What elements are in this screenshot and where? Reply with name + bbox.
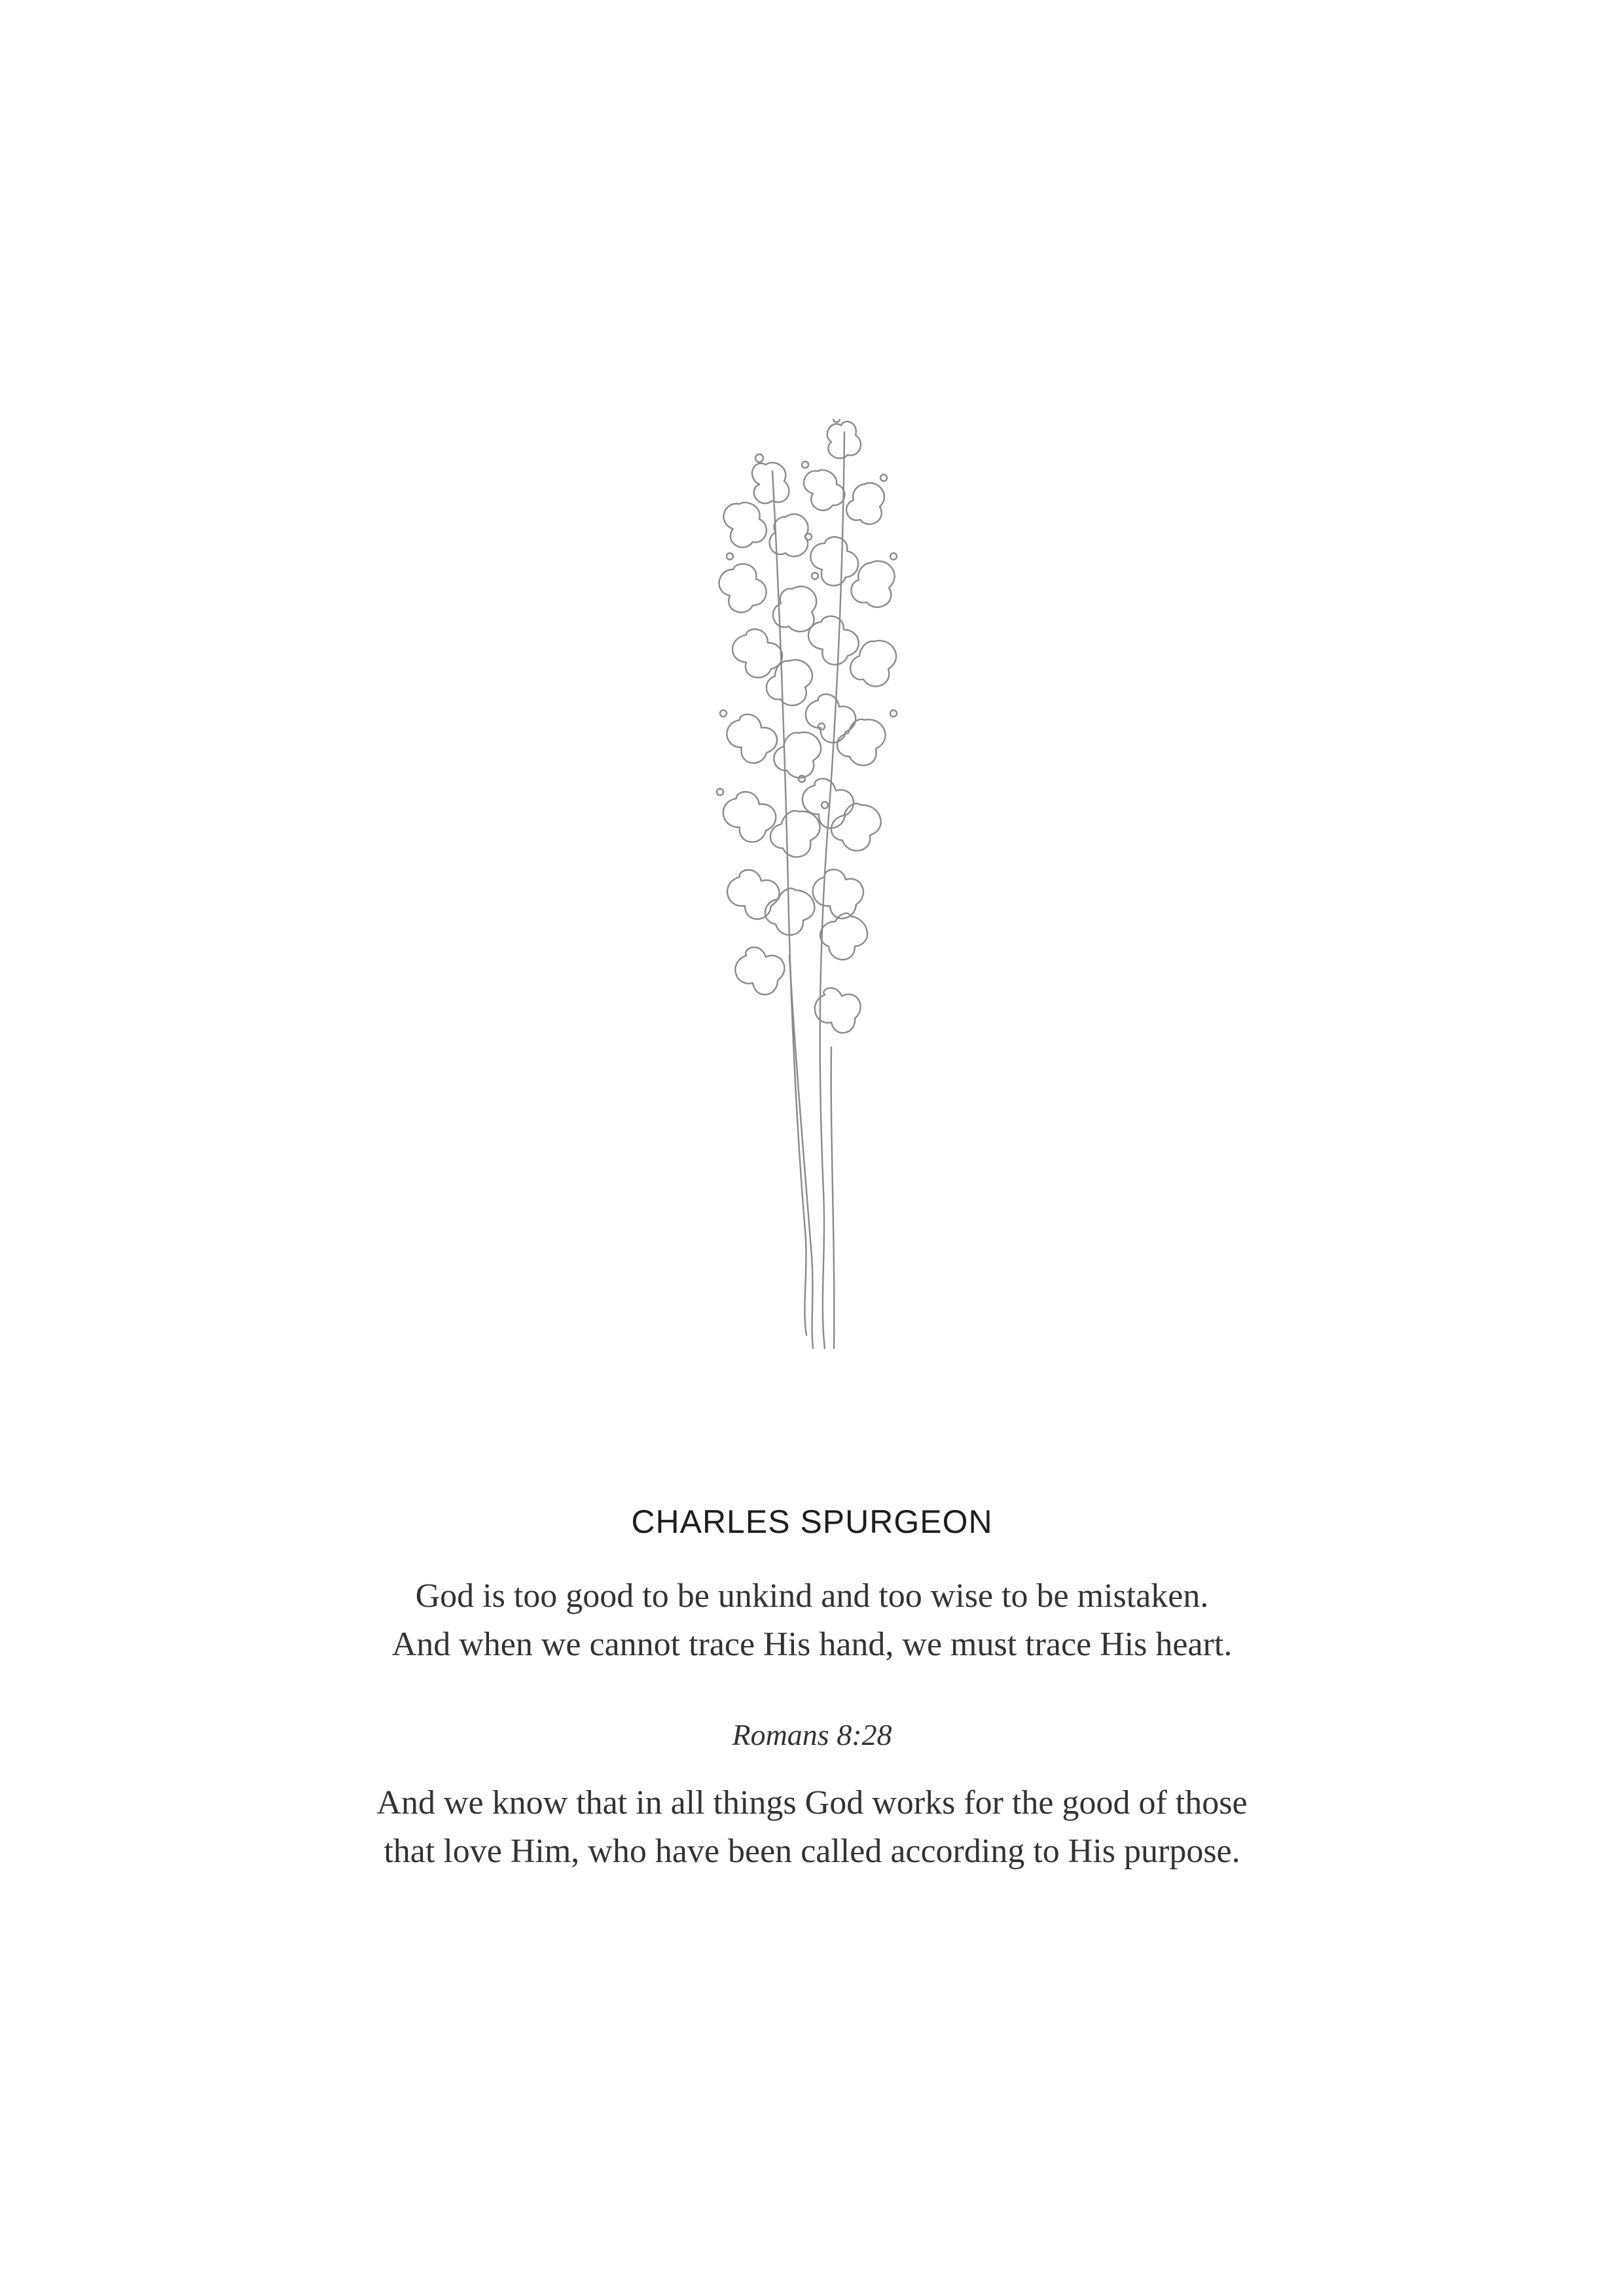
- flower-stems-illustration: [674, 419, 949, 1361]
- scripture-reference: Romans 8:28: [732, 1718, 892, 1751]
- quote-line: God is too good to be unkind and too wise to be mistaken.: [415, 1577, 1209, 1615]
- flower-stems-icon: [674, 419, 949, 1361]
- quote-text: [0, 1572, 1624, 1669]
- verse-line: that love Him, who have been called according to His purpose.: [384, 1833, 1240, 1870]
- quote-line: And when we cannot trace His hand, we must trace His heart.: [391, 1626, 1233, 1663]
- verse-text: [0, 1779, 1624, 1876]
- verse-line: And we know that in all things God works for the good of those: [376, 1784, 1248, 1821]
- author-heading: CHARLES SPURGEON: [631, 1503, 993, 1540]
